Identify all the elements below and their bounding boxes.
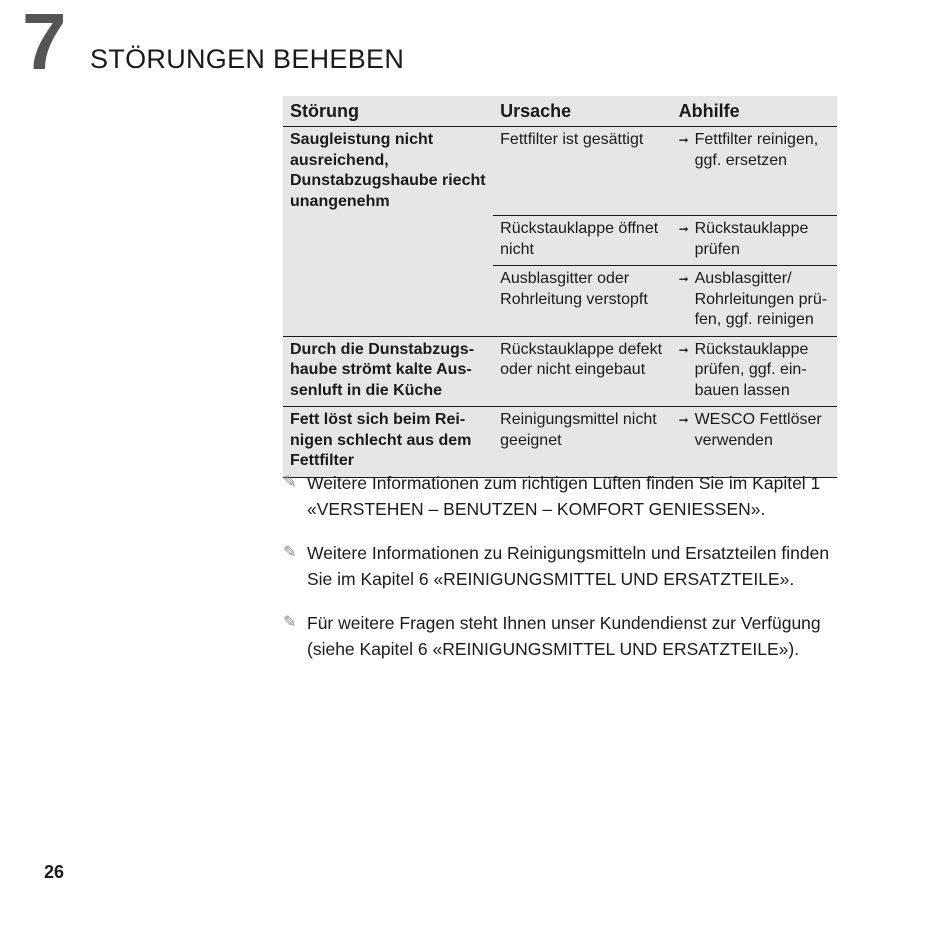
note-item bbox=[283, 540, 843, 592]
remedy-cell bbox=[672, 266, 837, 337]
note-text: Für weitere Fragen steht Ihnen unser Kundendienst zur Verfügung (siehe Kapitel 6 «REINIGUNGSMITTEL UND ERSATZTEILE»). bbox=[307, 613, 821, 659]
notes-list bbox=[283, 470, 843, 680]
right-arrow-icon: ➞ bbox=[678, 133, 689, 147]
remedy-cell bbox=[672, 336, 837, 407]
remedy-text: Ausblasgitter/ Rohrleitungen prüfen, ggf. reinigen bbox=[694, 270, 828, 328]
cause-cell: Rückstauklappe defekt oder nicht eingebaut bbox=[493, 336, 671, 407]
cause-cell: Reinigungsmittel nicht geeignet bbox=[493, 407, 671, 478]
header-cause: Ursache bbox=[493, 96, 671, 127]
remedy-text: Fettfilter reinigen, ggf. ersetzen bbox=[694, 131, 819, 169]
table-row bbox=[283, 127, 837, 216]
right-arrow-icon: ➞ bbox=[678, 272, 689, 286]
problem-cell: Durch die Dunstabzugshaube strömt kalte Aussenluft in die Küche bbox=[283, 336, 493, 407]
problem-cell: Saugleistung nicht ausreichend, Dunstabzugshaube riecht unangenehm bbox=[283, 127, 493, 337]
cause-cell: Ausblasgitter oder Rohrleitung verstopft bbox=[493, 266, 671, 337]
pencil-icon: ✎ bbox=[283, 614, 297, 631]
pencil-icon: ✎ bbox=[283, 544, 297, 561]
note-item bbox=[283, 610, 843, 662]
pencil-icon: ✎ bbox=[283, 474, 297, 491]
remedy-text: WESCO Fettlöser verwenden bbox=[694, 411, 822, 449]
cause-cell: Fettfilter ist gesättigt bbox=[493, 127, 671, 216]
remedy-cell bbox=[672, 407, 837, 478]
chapter-title: STÖRUNGEN BEHEBEN bbox=[90, 44, 405, 74]
header-remedy: Abhilfe bbox=[672, 96, 837, 127]
note-text: Weitere Informationen zum richtigen Lüften finden Sie im Kapitel 1 «VERSTEHEN – BENUTZEN – KOMFORT GENIESSEN». bbox=[307, 473, 821, 519]
right-arrow-icon: ➞ bbox=[678, 342, 689, 357]
table-row bbox=[283, 336, 837, 407]
note-text: Weitere Informationen zu Reinigungsmitteln und Ersatzteilen finden Sie im Kapitel 6 «REINIGUNGSMITTEL UND ERSATZTEILE». bbox=[307, 543, 830, 589]
right-arrow-icon: ➞ bbox=[678, 222, 689, 236]
table-header-row bbox=[283, 96, 837, 127]
remedy-text: Rückstauklappe prüfen bbox=[694, 220, 809, 258]
remedy-cell bbox=[672, 216, 837, 266]
table-row bbox=[283, 407, 837, 478]
header-problem: Störung bbox=[283, 96, 493, 127]
remedy-text: Rückstauklappe prüfen, ggf. einbauen lassen bbox=[694, 340, 809, 399]
page-number: 26 bbox=[44, 862, 65, 882]
right-arrow-icon: ➞ bbox=[678, 413, 689, 427]
cause-cell: Rückstauklappe öffnet nicht bbox=[493, 216, 671, 266]
problem-cell: Fett löst sich beim Reinigen schlecht aus dem Fettfilter bbox=[283, 407, 493, 478]
troubleshooting-table bbox=[283, 96, 837, 478]
remedy-cell bbox=[672, 127, 837, 216]
note-item bbox=[283, 470, 843, 522]
chapter-number: 7 bbox=[22, 0, 65, 86]
